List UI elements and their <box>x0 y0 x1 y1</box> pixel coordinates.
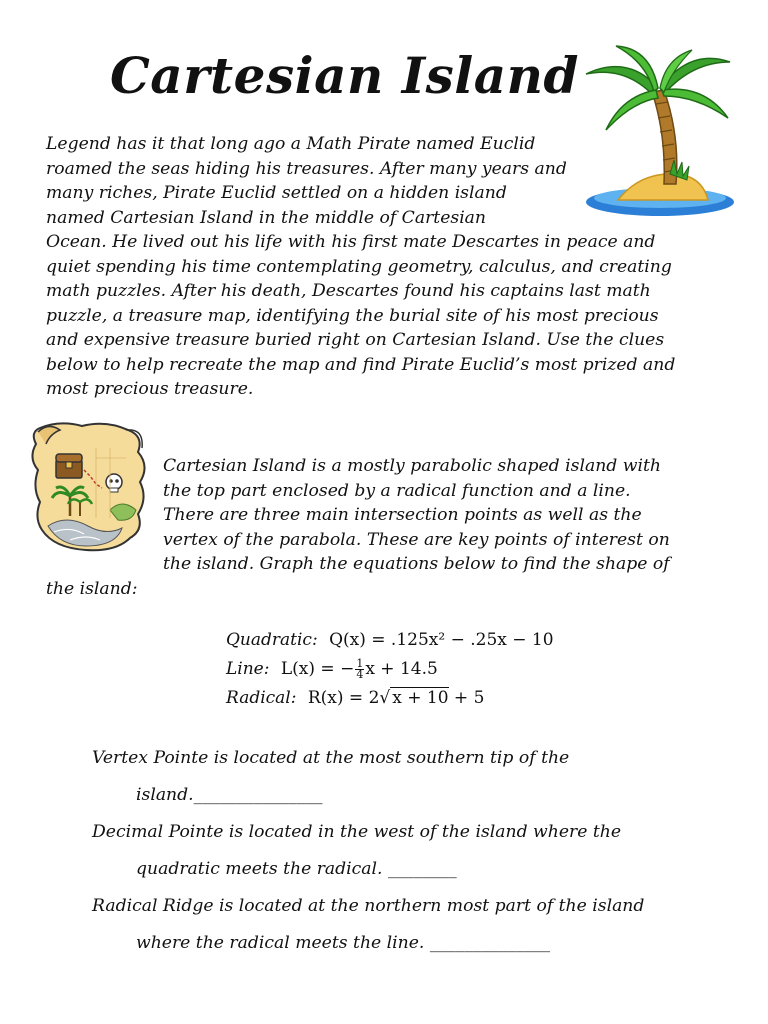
line-rhs: x + 14.5 <box>365 659 438 679</box>
clue-text: Radical Ridge is located at the northern most part of the island <box>92 896 645 916</box>
description-line: There are three main intersection points as well as the <box>163 505 642 525</box>
intro-line: and expensive treasure buried right on Cartesian Island. Use the clues <box>46 330 665 350</box>
quadratic-expression: Q(x) = .125x² − .25x − 10 <box>329 630 554 650</box>
intro-line: roamed the seas hiding his treasures. After many years and <box>46 158 567 179</box>
description-line: the top part enclosed by a radical function and a line. <box>163 480 631 501</box>
intro-line: below to help recreate the map and find Pirate Euclid’s most prized and <box>46 354 676 375</box>
page-title: Cartesian Island <box>110 46 579 105</box>
equations-block <box>226 626 554 713</box>
intro-line: quiet spending his time contemplating geometry, calculus, and creating <box>46 256 672 277</box>
clue-text: Vertex Pointe is located at the most southern tip of the <box>92 748 570 768</box>
clue-vertex-pointe <box>92 740 732 814</box>
fraction-denominator: 4 <box>356 668 364 681</box>
quadratic-equation <box>226 626 554 655</box>
clue-decimal-pointe <box>92 814 732 888</box>
description-line: vertex of the parabola. These are key points of interest on <box>163 529 670 550</box>
radicand: x + 10 <box>392 688 449 708</box>
description-line: the island. Graph the equations below to find the shape of <box>163 554 670 574</box>
clue-answer-blank: quadratic meets the radical. ________ <box>136 859 457 879</box>
fraction-numerator: 1 <box>356 657 364 670</box>
intro-line: named Cartesian Island in the middle of Cartesian <box>46 207 487 228</box>
intro-paragraph <box>46 132 736 402</box>
description-line: the island: <box>46 578 138 599</box>
intro-line: Legend has it that long ago a Math Pirate named Euclid <box>46 134 536 154</box>
line-slope-fraction <box>355 659 364 680</box>
intro-line: Ocean. He lived out his life with his first mate Descartes in peace and <box>46 232 656 252</box>
line-equation <box>226 655 554 684</box>
line-expression <box>281 659 438 679</box>
intro-line: many riches, Pirate Euclid settled on a hidden island <box>46 183 507 203</box>
radical-expression <box>308 688 485 708</box>
radical-rhs: + 5 <box>448 688 485 708</box>
radical-equation <box>226 684 554 713</box>
intro-line: most precious treasure. <box>46 379 254 399</box>
line-label: Line: <box>226 659 270 679</box>
intro-line: math puzzles. After his death, Descartes found his captains last math <box>46 281 651 301</box>
description-line: Cartesian Island is a mostly parabolic shaped island with <box>163 456 661 476</box>
clue-radical-ridge <box>92 888 732 962</box>
quadratic-label: Quadratic: <box>226 630 318 650</box>
radical-label: Radical: <box>226 688 297 708</box>
clue-answer-blank: where the radical meets the line. ______________ <box>136 933 551 953</box>
clue-answer-blank: island._______________ <box>136 785 323 805</box>
island-description <box>46 454 726 601</box>
intro-line: puzzle, a treasure map, identifying the burial site of his most precious <box>46 305 659 326</box>
clue-text: Decimal Pointe is located in the west of the island where the <box>92 822 621 842</box>
radical-lhs: R(x) = 2√ <box>307 688 391 708</box>
line-lhs: L(x) = − <box>280 659 355 679</box>
